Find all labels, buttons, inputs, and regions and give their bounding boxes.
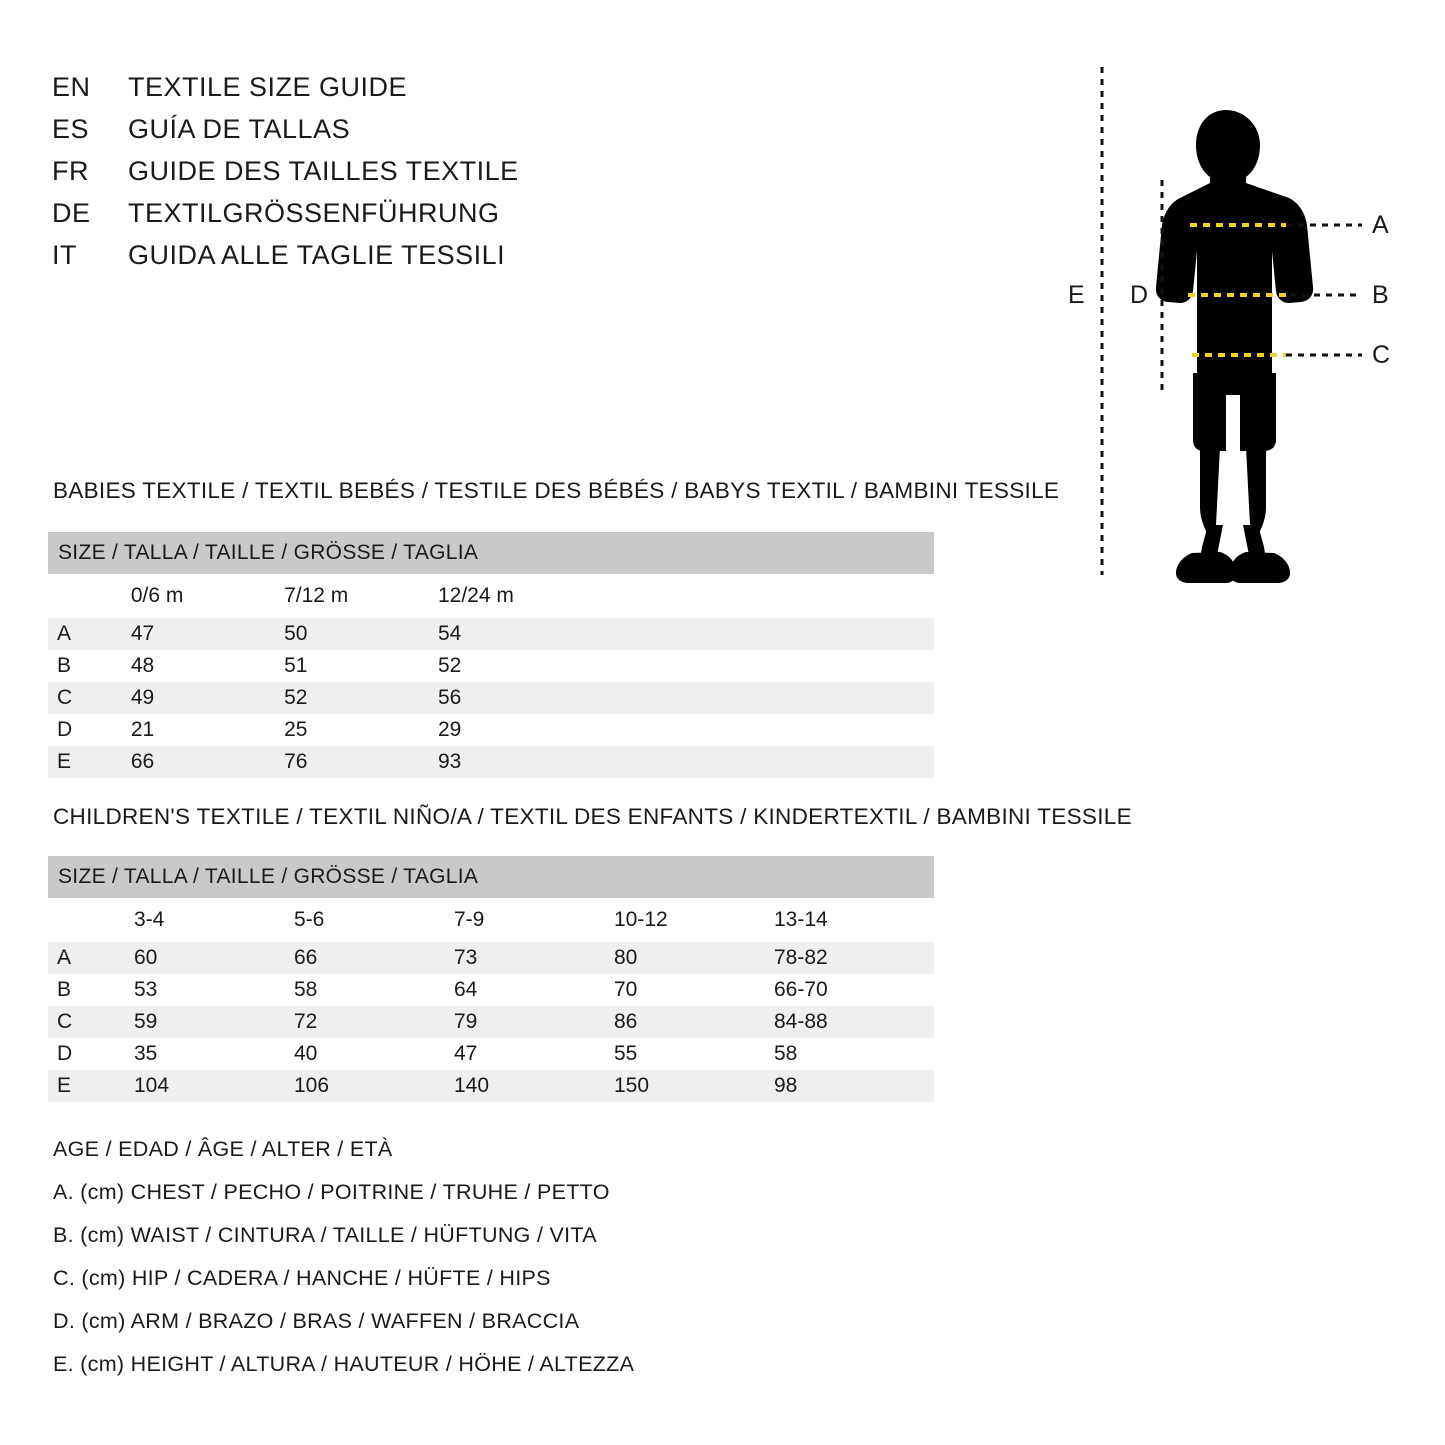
- title-text-it: GUIDA ALLE TAGLIE TESSILI: [128, 240, 506, 270]
- children-d-4: 58: [774, 1038, 934, 1070]
- children-c-1: 72: [294, 1006, 454, 1038]
- babies-row-label-a: A: [48, 618, 131, 650]
- babies-c-0: 49: [131, 682, 284, 714]
- children-a-2: 73: [454, 942, 614, 974]
- babies-b-2: 52: [438, 650, 592, 682]
- figure-label-a: A: [1372, 211, 1389, 239]
- legend-line-c: C. (cm) HIP / CADERA / HANCHE / HÜFTE / HIPS: [53, 1266, 551, 1290]
- babies-c-1: 52: [284, 682, 438, 714]
- children-row-label-c: C: [48, 1006, 134, 1038]
- measurement-figure: [1040, 55, 1430, 585]
- children-d-2: 47: [454, 1038, 614, 1070]
- babies-d-2: 29: [438, 714, 592, 746]
- babies-a-1: 50: [284, 618, 438, 650]
- babies-c-2: 56: [438, 682, 592, 714]
- children-e-2: 140: [454, 1070, 614, 1102]
- title-lang-en: EN: [52, 72, 91, 102]
- children-b-4: 66-70: [774, 974, 934, 1006]
- figure-label-e: E: [1068, 281, 1085, 309]
- children-d-3: 55: [614, 1038, 774, 1070]
- babies-e-0: 66: [131, 746, 284, 778]
- title-text-en: TEXTILE SIZE GUIDE: [128, 72, 408, 102]
- legend-line-e: E. (cm) HEIGHT / ALTURA / HAUTEUR / HÖHE / ALTEZZA: [53, 1352, 635, 1376]
- title-block: [52, 72, 692, 282]
- children-size-table: [48, 856, 934, 1102]
- children-a-0: 60: [134, 942, 294, 974]
- table-row: [48, 1038, 934, 1070]
- babies-d-1: 25: [284, 714, 438, 746]
- table-row: [48, 650, 934, 682]
- children-c-4: 84-88: [774, 1006, 934, 1038]
- title-row: [52, 156, 692, 187]
- babies-d-0: 21: [131, 714, 284, 746]
- children-header-row: [48, 898, 934, 942]
- children-col-0: 3-4: [134, 898, 294, 942]
- title-text-fr: GUIDE DES TAILLES TEXTILE: [128, 156, 519, 186]
- children-row-label-e: E: [48, 1070, 134, 1102]
- children-d-1: 40: [294, 1038, 454, 1070]
- babies-c-spacer: [592, 682, 934, 714]
- table-row: [48, 714, 934, 746]
- babies-row-label-b: B: [48, 650, 131, 682]
- children-b-2: 64: [454, 974, 614, 1006]
- children-c-3: 86: [614, 1006, 774, 1038]
- babies-a-spacer: [592, 618, 934, 650]
- children-col-1: 5-6: [294, 898, 454, 942]
- children-a-3: 80: [614, 942, 774, 974]
- babies-e-1: 76: [284, 746, 438, 778]
- babies-band-row: [48, 532, 934, 574]
- children-col-2: 7-9: [454, 898, 614, 942]
- babies-row-label-e: E: [48, 746, 131, 778]
- title-row: [52, 198, 692, 229]
- children-e-1: 106: [294, 1070, 454, 1102]
- legend-line-age: AGE / EDAD / ÂGE / ALTER / ETÀ: [53, 1137, 393, 1161]
- title-row: [52, 240, 692, 271]
- children-e-4: 98: [774, 1070, 934, 1102]
- children-c-2: 79: [454, 1006, 614, 1038]
- table-row: [48, 974, 934, 1006]
- children-e-0: 104: [134, 1070, 294, 1102]
- table-row: [48, 618, 934, 650]
- babies-e-spacer: [592, 746, 934, 778]
- babies-row-label-c: C: [48, 682, 131, 714]
- table-row: [48, 1006, 934, 1038]
- children-e-3: 150: [614, 1070, 774, 1102]
- title-lang-fr: FR: [52, 156, 89, 186]
- title-lang-es: ES: [52, 114, 90, 144]
- table-row: [48, 942, 934, 974]
- babies-size-table: [48, 532, 934, 778]
- babies-band-label: SIZE / TALLA / TAILLE / GRÖSSE / TAGLIA: [48, 532, 934, 574]
- children-row-label-a: A: [48, 942, 134, 974]
- babies-b-1: 51: [284, 650, 438, 682]
- legend-line-a: A. (cm) CHEST / PECHO / POITRINE / TRUHE / PETTO: [53, 1180, 610, 1204]
- children-row-label-b: B: [48, 974, 134, 1006]
- figure-label-d: D: [1130, 281, 1149, 309]
- measurement-legend: [53, 1137, 953, 1395]
- babies-section-heading: BABIES TEXTILE / TEXTIL BEBÉS / TESTILE DES BÉBÉS / BABYS TEXTIL / BAMBINI TESSILE: [53, 478, 1060, 503]
- babies-header-spacer: [592, 574, 934, 618]
- title-text-es: GUÍA DE TALLAS: [128, 114, 351, 144]
- children-a-1: 66: [294, 942, 454, 974]
- babies-d-spacer: [592, 714, 934, 746]
- children-band-label: SIZE / TALLA / TAILLE / GRÖSSE / TAGLIA: [48, 856, 934, 898]
- babies-b-0: 48: [131, 650, 284, 682]
- table-row: [48, 746, 934, 778]
- children-header-corner: [48, 898, 134, 942]
- babies-a-0: 47: [131, 618, 284, 650]
- children-section-heading: CHILDREN'S TEXTILE / TEXTIL NIÑO/A / TEXTIL DES ENFANTS / KINDERTEXTIL / BAMBINI TESSILE: [53, 804, 1132, 829]
- figure-label-c: C: [1372, 341, 1391, 369]
- children-c-0: 59: [134, 1006, 294, 1038]
- children-band-row: [48, 856, 934, 898]
- children-col-4: 13-14: [774, 898, 934, 942]
- title-lang-it: IT: [52, 240, 77, 270]
- babies-a-2: 54: [438, 618, 592, 650]
- child-silhouette: [1156, 110, 1313, 583]
- babies-e-2: 93: [438, 746, 592, 778]
- babies-header-corner: [48, 574, 131, 618]
- babies-header-row: [48, 574, 934, 618]
- title-row: [52, 72, 692, 103]
- children-b-3: 70: [614, 974, 774, 1006]
- children-a-4: 78-82: [774, 942, 934, 974]
- babies-col-0: 0/6 m: [131, 574, 284, 618]
- title-lang-de: DE: [52, 198, 91, 228]
- babies-col-2: 12/24 m: [438, 574, 592, 618]
- table-row: [48, 682, 934, 714]
- children-row-label-d: D: [48, 1038, 134, 1070]
- table-row: [48, 1070, 934, 1102]
- children-b-0: 53: [134, 974, 294, 1006]
- babies-b-spacer: [592, 650, 934, 682]
- title-row: [52, 114, 692, 145]
- legend-line-d: D. (cm) ARM / BRAZO / BRAS / WAFFEN / BRACCIA: [53, 1309, 580, 1333]
- children-b-1: 58: [294, 974, 454, 1006]
- children-col-3: 10-12: [614, 898, 774, 942]
- children-d-0: 35: [134, 1038, 294, 1070]
- legend-line-b: B. (cm) WAIST / CINTURA / TAILLE / HÜFTUNG / VITA: [53, 1223, 597, 1247]
- babies-row-label-d: D: [48, 714, 131, 746]
- title-text-de: TEXTILGRÖSSENFÜHRUNG: [128, 198, 500, 228]
- figure-label-b: B: [1372, 281, 1389, 309]
- babies-col-1: 7/12 m: [284, 574, 438, 618]
